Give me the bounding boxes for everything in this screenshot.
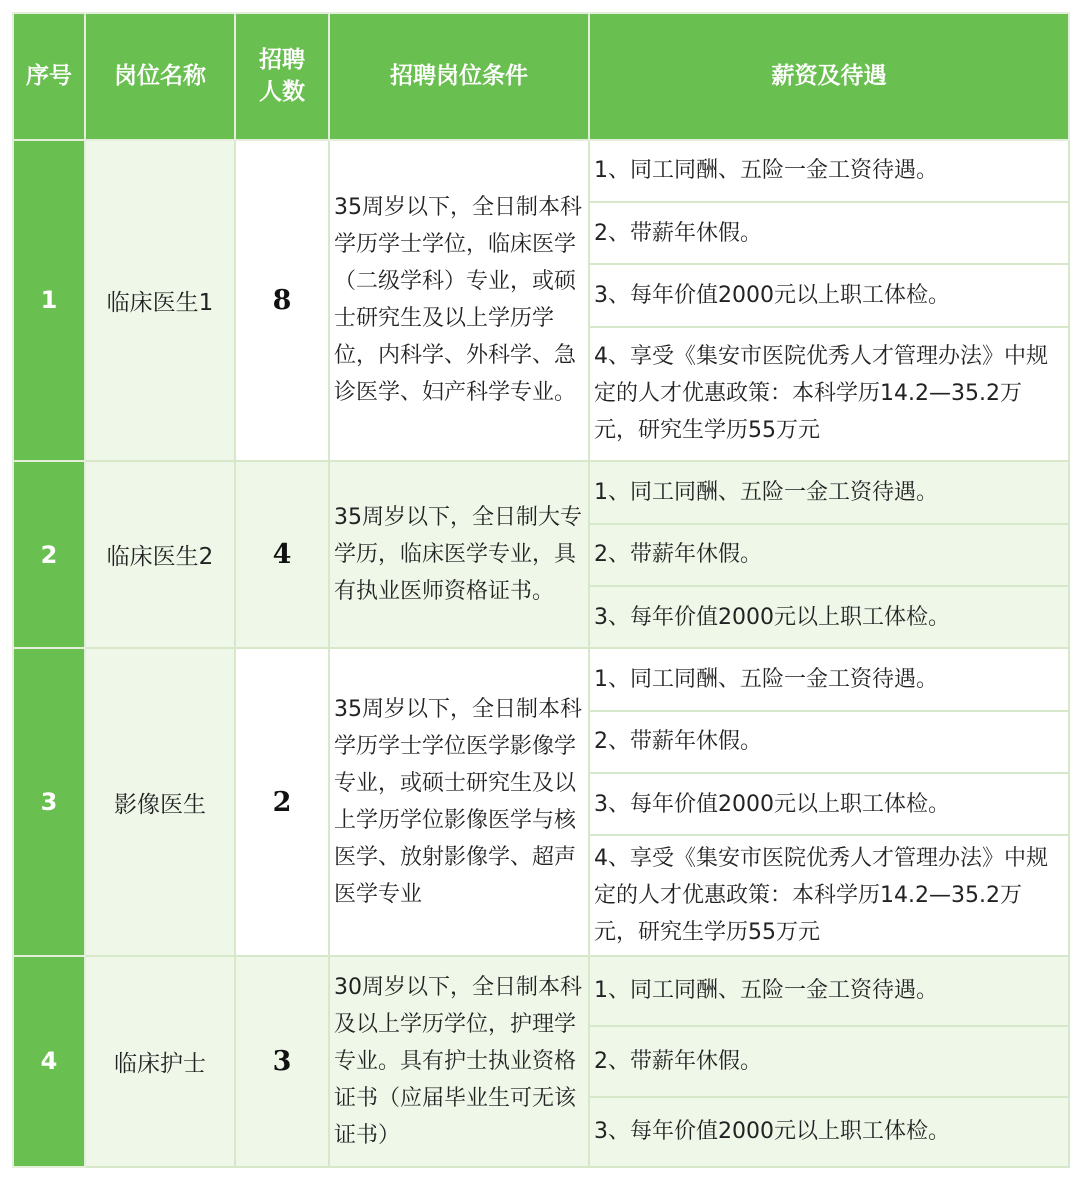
row-position-name: 临床医生1 <box>85 140 235 462</box>
benefit-item: 3、每年价值2000元以上职工体检。 <box>589 264 1069 326</box>
header-seq: 序号 <box>13 13 85 140</box>
row-count: 2 <box>235 648 329 956</box>
benefit-item: 2、带薪年休假。 <box>589 202 1069 264</box>
table-row <box>13 461 1069 523</box>
row-seq: 3 <box>13 648 85 956</box>
header-row <box>13 13 1069 140</box>
header-conditions: 招聘岗位条件 <box>329 13 589 140</box>
row-position-name: 影像医生 <box>85 648 235 956</box>
table-row <box>13 648 1069 710</box>
recruitment-table <box>12 12 1070 1168</box>
row-conditions: 30周岁以下，全日制本科及以上学历学位，护理学专业。具有护士执业资格证书（应届毕业生可无该证书） <box>329 956 589 1167</box>
benefit-item: 3、每年价值2000元以上职工体检。 <box>589 1097 1069 1168</box>
benefit-item: 3、每年价值2000元以上职工体检。 <box>589 586 1069 648</box>
benefit-item: 1、同工同酬、五险一金工资待遇。 <box>589 461 1069 523</box>
row-position-name: 临床医生2 <box>85 461 235 648</box>
row-seq: 2 <box>13 461 85 648</box>
row-count: 4 <box>235 461 329 648</box>
benefit-item: 1、同工同酬、五险一金工资待遇。 <box>589 956 1069 1026</box>
row-seq: 4 <box>13 956 85 1167</box>
benefit-item: 1、同工同酬、五险一金工资待遇。 <box>589 648 1069 710</box>
table-row <box>13 956 1069 1026</box>
benefit-item: 2、带薪年休假。 <box>589 524 1069 586</box>
header-count-line1: 招聘 <box>259 47 305 74</box>
header-salary: 薪资及待遇 <box>589 13 1069 140</box>
row-position-name: 临床护士 <box>85 956 235 1167</box>
row-conditions: 35周岁以下，全日制本科学历学士学位医学影像学专业，或硕士研究生及以上学历学位影像医学与核医学、放射影像学、超声医学专业 <box>329 648 589 956</box>
row-count: 3 <box>235 956 329 1167</box>
header-count-line2: 人数 <box>259 79 305 106</box>
row-conditions: 35周岁以下，全日制本科学历学士学位，临床医学（二级学科）专业，或硕士研究生及以上学历学位，内科学、外科学、急诊医学、妇产科学专业。 <box>329 140 589 462</box>
benefit-item: 1、同工同酬、五险一金工资待遇。 <box>589 140 1069 202</box>
benefit-item: 2、带薪年休假。 <box>589 711 1069 773</box>
header-count <box>235 13 329 140</box>
benefit-item: 2、带薪年休假。 <box>589 1026 1069 1096</box>
header-position-name: 岗位名称 <box>85 13 235 140</box>
benefit-item: 4、享受《集安市医院优秀人才管理办法》中规定的人才优惠政策：本科学历14.2—35.2万元，研究生学历55万元 <box>589 327 1069 462</box>
benefit-item: 3、每年价值2000元以上职工体检。 <box>589 773 1069 835</box>
table-row <box>13 140 1069 202</box>
row-conditions: 35周岁以下，全日制大专学历，临床医学专业，具有执业医师资格证书。 <box>329 461 589 648</box>
benefit-item: 4、享受《集安市医院优秀人才管理办法》中规定的人才优惠政策：本科学历14.2—35.2万元，研究生学历55万元 <box>589 835 1069 956</box>
row-count: 8 <box>235 140 329 462</box>
row-seq: 1 <box>13 140 85 462</box>
